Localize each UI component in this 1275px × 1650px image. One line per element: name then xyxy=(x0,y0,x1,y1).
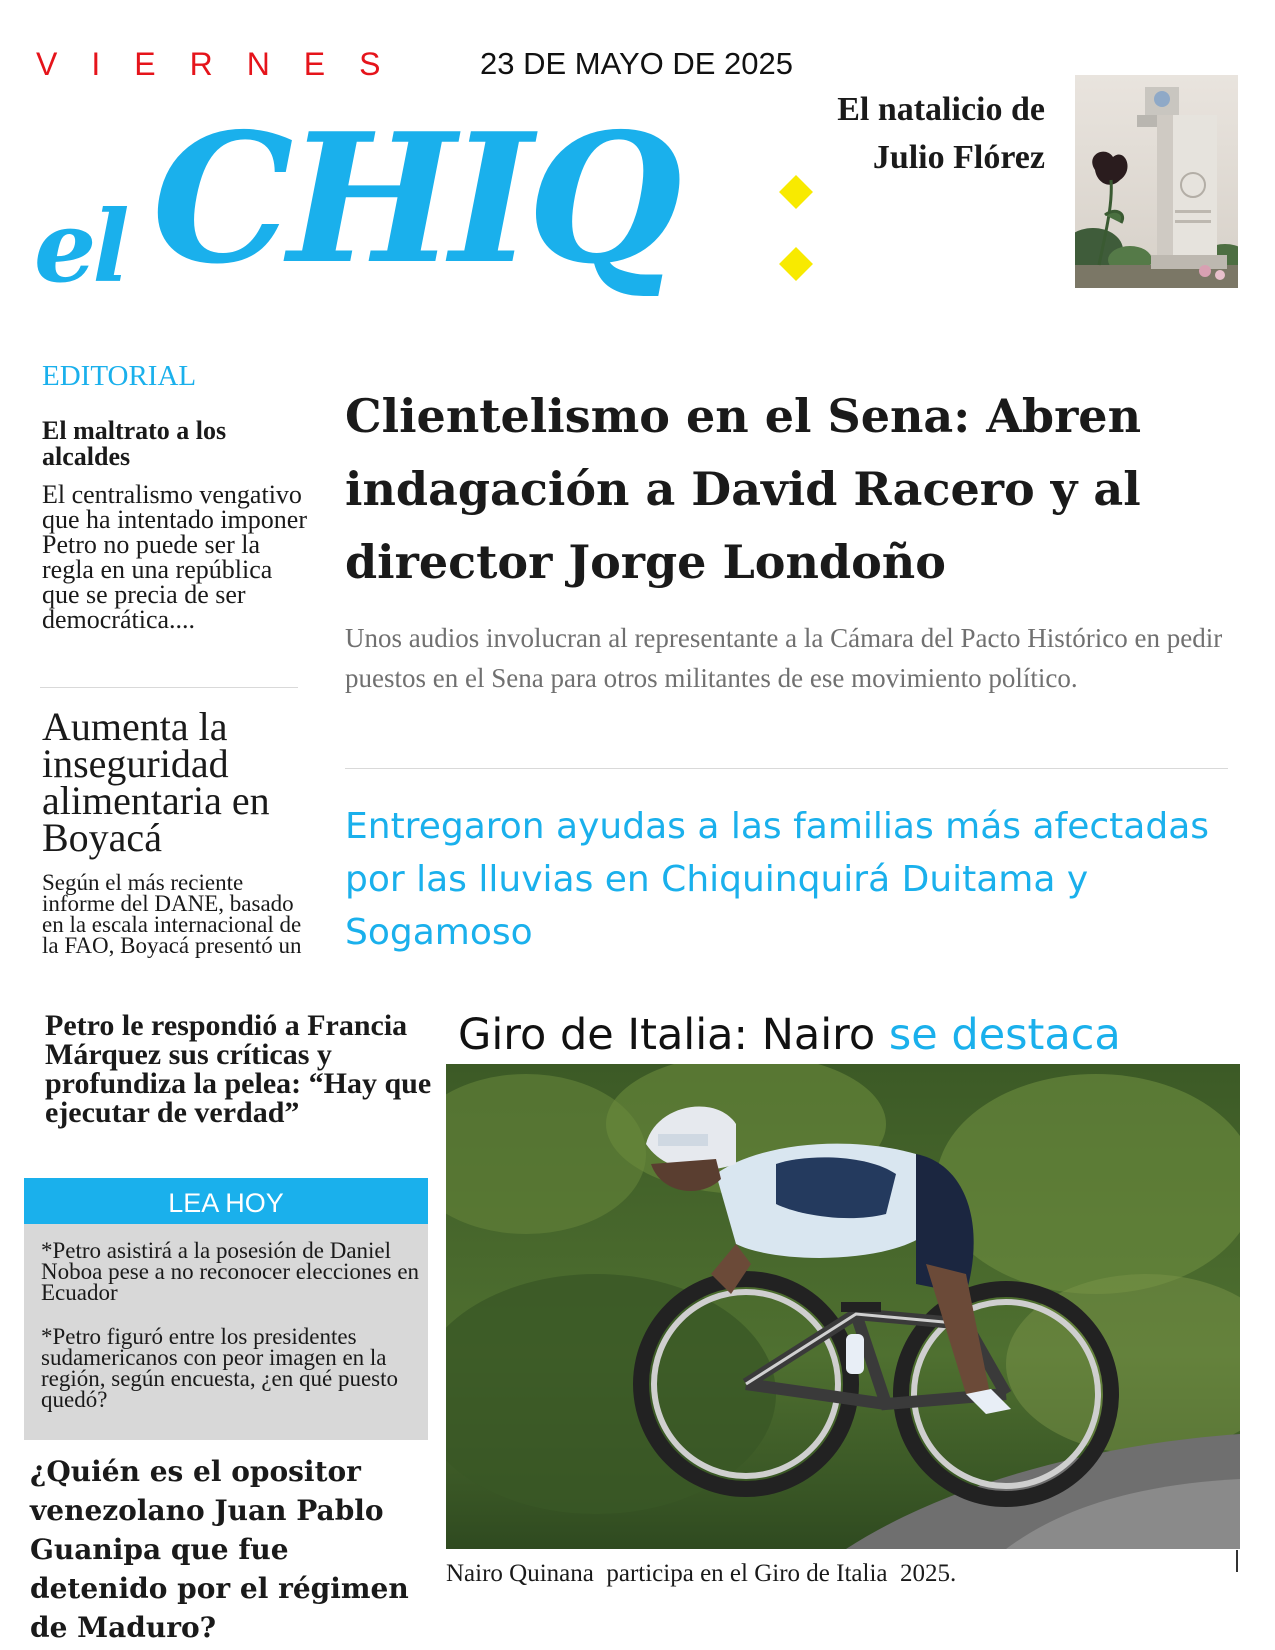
yellow-diamond-top xyxy=(779,175,813,209)
lea-hoy-header: LEA HOY xyxy=(24,1178,428,1224)
monument-photo[interactable] xyxy=(1075,75,1238,288)
guanipa-headline[interactable]: ¿Quién es el opositor venezolano Juan Pablo Guanipa que fue detenido por el régimen de Maduro? xyxy=(30,1455,409,1644)
masthead-prefix: el xyxy=(34,190,126,305)
lea-hoy-item[interactable]: *Petro figuró entre los presidentes sudamericanos con peor imagen en la región, según encuesta, ¿en qué puesto quedó? xyxy=(41,1324,399,1412)
petro-headline[interactable]: Petro le respondió a Francia Márquez sus críticas y profundiza la pelea: “Hay que ejecutar de verdad” xyxy=(45,1009,432,1129)
giro-title-main: Giro de Italia: Nairo xyxy=(458,1010,876,1060)
second-headline[interactable]: Entregaron ayudas a las familias más afectadas por las lluvias en Chiquinquirá Duitama y Sogamoso xyxy=(345,806,1210,953)
editorial-body: El centralismo vengativo que ha intentado imponer Petro no puede ser la regla en una república que se precia de ser democrática.... xyxy=(42,480,307,634)
boyaca-body: Según el más reciente informe del DANE, basado en la escala internacional de la FAO, Boyacá presentó un xyxy=(42,872,302,958)
divider xyxy=(40,687,298,688)
main-headline[interactable]: Clientelismo en el Sena: Abren indagación a David Racero y al director Jorge Londoño xyxy=(345,389,1142,589)
date-label: 23 DE MAYO DE 2025 xyxy=(480,46,794,81)
lea-hoy-box xyxy=(24,1178,428,1440)
cyclist-photo[interactable] xyxy=(446,1064,1240,1549)
main-subhead: Unos audios involucran al representante a la Cámara del Pacto Histórico en pedir puestos en el Sena para otros militantes de ese movimiento político. xyxy=(345,623,1223,693)
boyaca-title[interactable]: Aumenta la inseguridad alimentaria en Boyacá xyxy=(42,704,270,860)
masthead-name: CHIQ xyxy=(152,94,677,303)
divider xyxy=(345,768,1228,769)
feature-title[interactable]: El natalicio de Julio Flórez xyxy=(837,91,1045,176)
lea-hoy-item[interactable]: *Petro asistirá a la posesión de Daniel Noboa pese a no reconocer elecciones en Ecuador xyxy=(41,1238,420,1305)
photo-caption: Nairo Quinana participa en el Giro de Italia 2025. xyxy=(446,1560,957,1587)
giro-title[interactable] xyxy=(458,1010,1121,1060)
editorial-title[interactable]: El maltrato a los alcaldes xyxy=(42,416,227,471)
masthead-logo[interactable] xyxy=(34,94,834,320)
giro-title-highlight: se destaca xyxy=(888,1010,1121,1060)
editorial-label: EDITORIAL xyxy=(42,360,197,392)
day-label: VIERNES xyxy=(36,46,415,82)
yellow-diamond-bottom xyxy=(779,247,813,281)
caption-rule xyxy=(1236,1550,1238,1572)
